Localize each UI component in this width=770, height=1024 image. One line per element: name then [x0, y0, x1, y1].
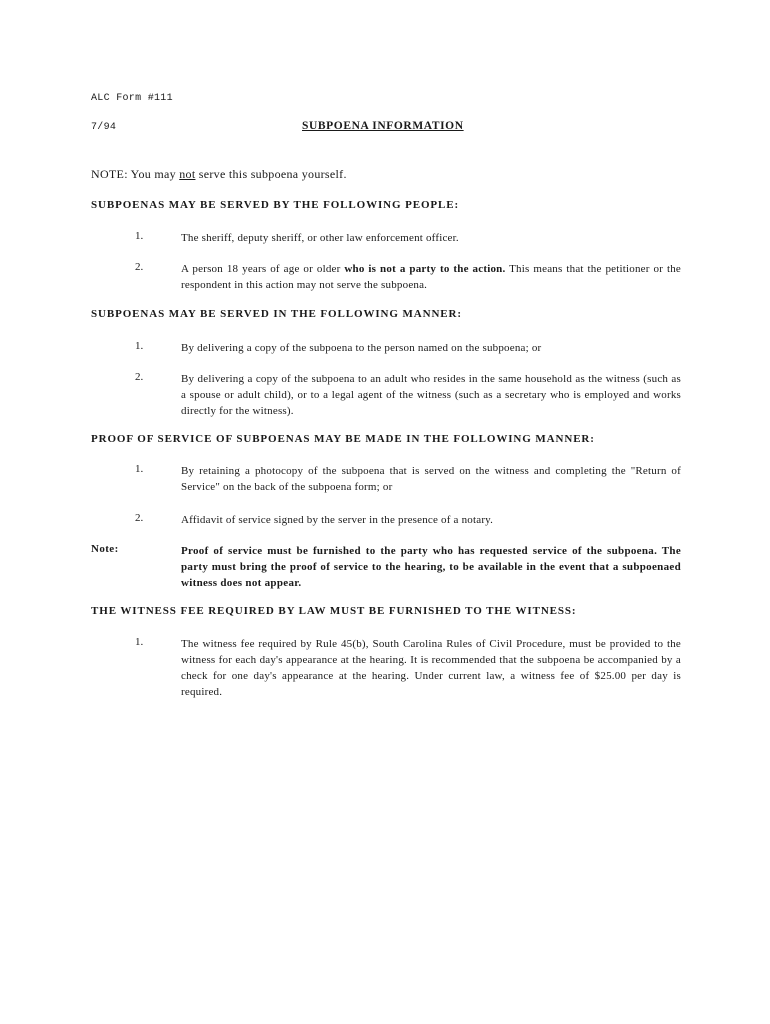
heading-witness-fee: THE WITNESS FEE REQUIRED BY LAW MUST BE FURNISHED TO THE WITNESS: [91, 605, 577, 617]
item-text: By retaining a photocopy of the subpoena that is served on the witness and completing the "Return of Service" on the back of the subpoena form; or [181, 465, 681, 493]
item-text: The witness fee required by Rule 45(b), South Carolina Rules of Civil Procedure, must be provided to the witness for each day's appearance at the hearing. It is recommended that the subpoena be accompanied by a check for one day's appearance at the hearing. Under current law, a witness fee of $25.00 per day is required. [181, 638, 681, 698]
item-number: 1. [135, 340, 144, 352]
note-prefix: NOTE: You may [91, 167, 180, 181]
heading-proof-of-service: PROOF OF SERVICE OF SUBPOENAS MAY BE MADE IN THE FOLLOWING MANNER: [91, 433, 595, 445]
item-number: 1. [135, 636, 144, 648]
item-text-part: A person 18 years of age or older [181, 263, 345, 275]
item-number: 1. [135, 463, 144, 475]
item-number: 2. [135, 371, 144, 383]
page-title: SUBPOENA INFORMATION [302, 120, 464, 132]
note-text: Proof of service must be furnished to the party who has requested service of the subpoena. The party must bring the proof of service to the hearing, to be available in the event that a subpoenaed witness does not appear. [181, 545, 681, 589]
note-suffix: serve this subpoena yourself. [195, 167, 347, 181]
revision-date: 7/94 [91, 122, 117, 133]
item-text: By delivering a copy of the subpoena to an adult who resides in the same household as the witness (such as a spouse or adult child), or to a legal agent of the witness (such as a secretary who is employed and works directly for the witness). [181, 373, 681, 417]
note-emphasis: not [179, 167, 196, 181]
item-text: The sheriff, deputy sheriff, or other law enforcement officer. [181, 232, 459, 244]
item-text: By delivering a copy of the subpoena to the person named on the subpoena; or [181, 342, 542, 354]
form-id: ALC Form #111 [91, 93, 173, 104]
note-line [91, 167, 347, 182]
item-text-emphasis: who is not a party to the action. [344, 263, 506, 275]
item-number: 1. [135, 230, 144, 242]
item-number: 2. [135, 512, 144, 524]
item-text-part: This means that the petitioner or the respondent in this action may not serve the subpoena. [181, 263, 681, 291]
item-text [181, 261, 681, 293]
note-label: Note: [91, 543, 119, 555]
heading-manner: SUBPOENAS MAY BE SERVED IN THE FOLLOWING MANNER: [91, 308, 462, 320]
item-text: Affidavit of service signed by the server in the presence of a notary. [181, 514, 494, 526]
heading-served-by: SUBPOENAS MAY BE SERVED BY THE FOLLOWING PEOPLE: [91, 199, 460, 211]
item-number: 2. [135, 261, 144, 273]
